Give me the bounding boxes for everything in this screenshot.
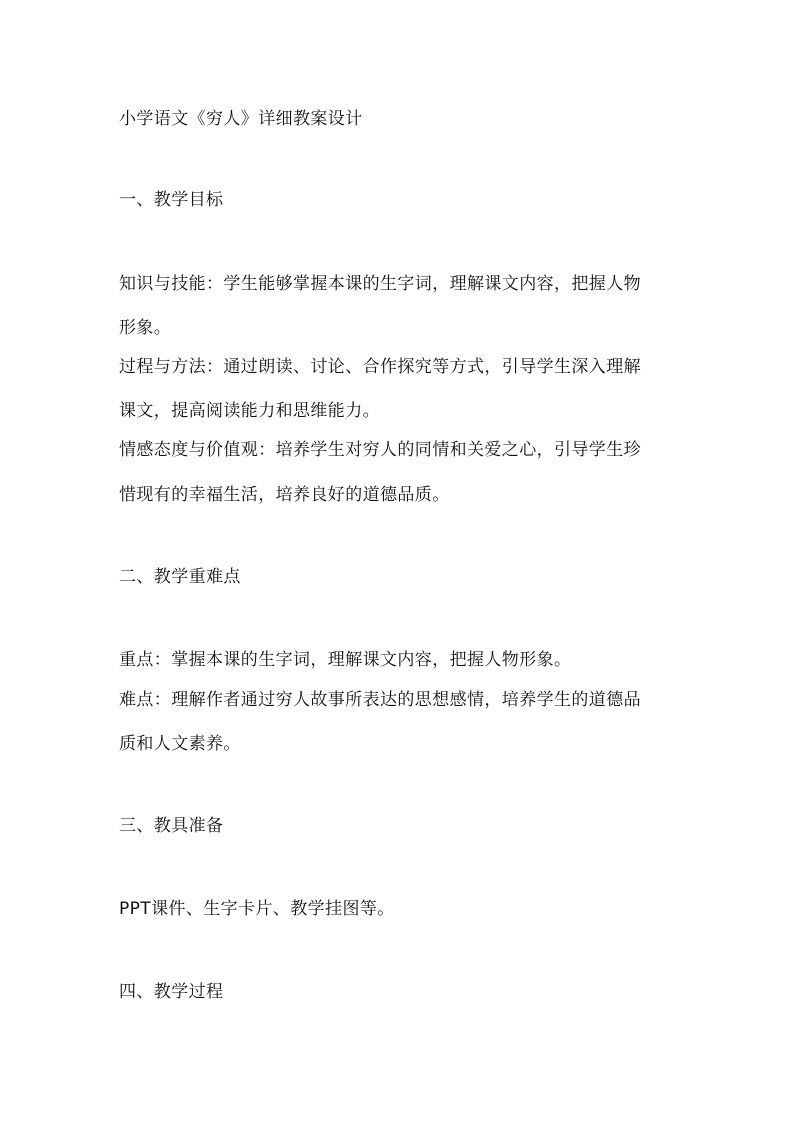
- section-heading-key-points: 二、教学重难点: [119, 567, 241, 587]
- paragraph-difficulty-line-1: 难点：理解作者通过穷人故事所表达的思想感情，培养学生的道德品: [119, 690, 641, 710]
- paragraph-process-line-1: 过程与方法：通过朗读、讨论、合作探究等方式，引导学生深入理解: [119, 357, 641, 377]
- section-heading-teaching-goals: 一、教学目标: [119, 190, 224, 210]
- section-heading-teaching-process: 四、教学过程: [119, 982, 224, 1002]
- section-heading-teaching-aids: 三、教具准备: [119, 816, 224, 836]
- paragraph-knowledge-line-2: 形象。: [119, 318, 172, 338]
- paragraph-difficulty-line-2: 质和人文素养。: [119, 734, 241, 754]
- paragraph-teaching-aids: PPT课件、生字卡片、教学挂图等。: [119, 899, 395, 919]
- paragraph-knowledge-line-1: 知识与技能：学生能够掌握本课的生字词，理解课文内容，把握人物: [119, 274, 641, 294]
- paragraph-emotion-line-1: 情感态度与价值观：培养学生对穷人的同情和关爱之心，引导学生珍: [119, 440, 641, 460]
- paragraph-emotion-line-2: 惜现有的幸福生活，培养良好的道德品质。: [119, 485, 450, 505]
- paragraph-process-line-2: 课文，提高阅读能力和思维能力。: [119, 401, 380, 421]
- paragraph-key-point: 重点：掌握本课的生字词，理解课文内容，把握人物形象。: [119, 650, 572, 670]
- document-title: 小学语文《穷人》详细教案设计: [119, 109, 363, 129]
